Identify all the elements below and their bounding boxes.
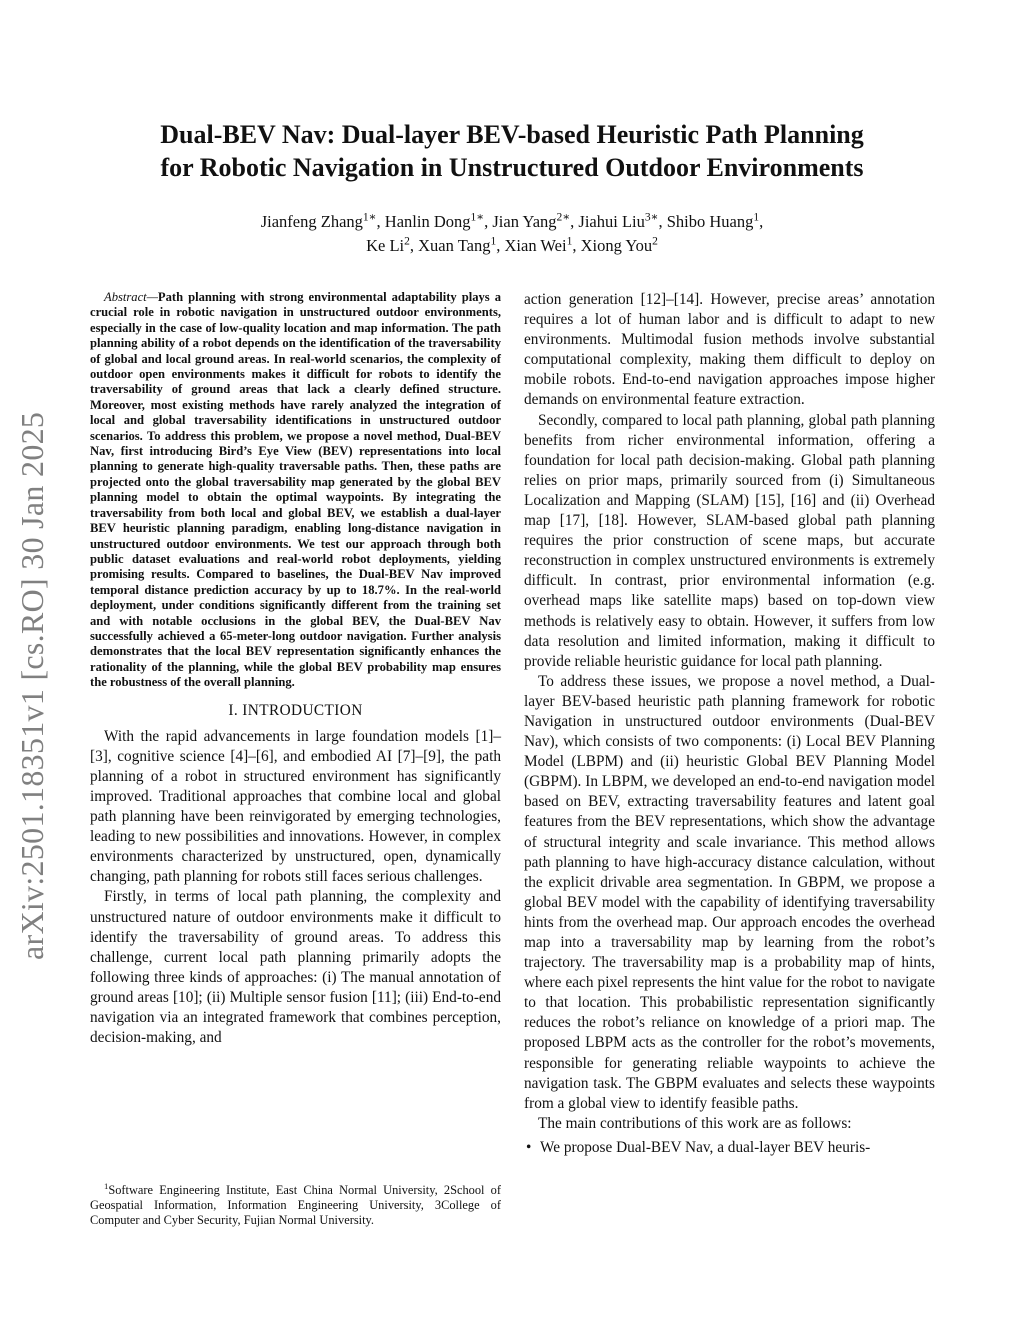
title-line-2: for Robotic Navigation in Unstructured Outdoor Environments (160, 153, 864, 182)
author: Jian Yang (492, 212, 557, 231)
paragraph: Secondly, compared to local path planning, global path planning benefits from richer environmental information, offering a foundation for local path decision-making. Global path planning relies on prior maps, primarily sourced from (i) Simultaneous Localization and Mapping (SLAM) [15], [16] and (ii) Overhead map [17], [18]. However, SLAM-based global path planning requires the prior construction of scene maps, but accurate reconstruction in complex unstructured environments is extremely difficult. In contrast, prior environmental information (e.g. overhead maps like satellite maps) based on top-down view methods is relatively easy to obtain. However, it suffers from low data resolution and limited information, making it difficult to provide reliable heuristic guidance for local path planning. (524, 411, 935, 670)
section-heading-introduction: I. INTRODUCTION (228, 701, 363, 719)
author: Ke Li (366, 236, 405, 255)
author-list (80, 210, 944, 258)
left-column (90, 290, 501, 1048)
paragraph: The main contributions of this work are as follows: (538, 1114, 852, 1132)
abstract-label: Abstract (104, 290, 147, 304)
bullet-icon: • (526, 1138, 532, 1156)
author: Xuan Tang (418, 236, 491, 255)
author: Hanlin Dong (384, 212, 471, 231)
author-line-2: Ke Li$^2$, Xuan Tang$^1$, Xian Wei$^1$, Xiong You$^2$ (366, 235, 658, 255)
paragraph: action generation [12]–[14]. However, precise areas’ annotation requires a lot of human labor and is difficult to adapt to new environments. Multimodal fusion methods involve substantial computational complexity, making them difficult to deploy on mobile robots. End-to-end navigation approaches impose higher demands on environmental feature extraction. (524, 291, 935, 409)
footnote: $^1$Software Engineering Institute, East China Normal University, 2School of Geospatial Information, Information Engineering University, 3College of Computer and Cyber Security, Fujian Normal University. (90, 1180, 501, 1227)
contributions-list (524, 1138, 935, 1158)
paragraph: To address these issues, we propose a novel method, a Dual-layer BEV-based heuristic path planning framework for robotic Navigation in unstructured outdoor environments (Dual-BEV Nav), which consists of two components: (i) Local BEV Planning Model (LBPM) and (ii) heuristic Global BEV Planning Model (GBPM). In LBPM, we developed an end-to-end navigation model based on BEV, extracting traversability features and latent goal features from the BEV representations, which show the advantage of structural integrity and scale invariance. This method allows path planning to have high-accuracy distance calculation, without the explicit drivable area segmentation. In GBPM, we propose a global BEV model with the capability of identifying traversability hints from the overhead map. Our approach encodes the overhead map into a traversability map by learning from the robot’s trajectory. The traversability map is a probability map of hints, where each pixel represents the hint value for the robot to navigate to that location. This probabilistic representation significantly reduces the robot’s reliance on knowledge of a priori map. The proposed LBPM acts as the controller for the robot’s movements, responsible for generating reliable waypoints to achieve the navigation task. The GBPM evaluates and selects these waypoints from a global view to identify feasible paths. (524, 672, 935, 1112)
author: Jiahui Liu (578, 212, 645, 231)
abstract: Abstract—Path planning with strong environmental adaptability plays a crucial role in robotic navigation in unstructured outdoor environments, especially in the case of low-quality location and map information. The path planning ability of a robot depends on the identification of the traversability of global and local ground areas. In real-world scenarios, the complexity of outdoor open environments makes it difficult for robots to identify the traversability of ground areas that lack a clearly defined structure. Moreover, most existing methods have rarely analyzed the integration of local and global traversability identifications in unstructured outdoor scenarios. To address this problem, we propose a novel method, Dual-BEV Nav, first introducing Bird’s Eye View (BEV) representations into local planning to generate high-quality traversable paths. Then, these paths are projected onto the global traversability map generated by the global BEV planning model to obtain the optimal waypoints. By integrating the traversability from both local and global BEV, we establish a dual-layer BEV heuristic planning paradigm, enabling long-distance navigation in unstructured outdoor environments. We test our approach through both public dataset evaluations and real-world robot deployments, yielding promising results. Compared to baselines, the Dual-BEV Nav improved temporal distance prediction accuracy by up to 18.7%. In the real-world deployment, under conditions significantly different from the training set and with notable occlusions in the global BEV, the Dual-BEV Nav successfully achieved a 65-meter-long outdoor navigation. Further analysis demonstrates that the local BEV representation significantly enhances the rationality of the planning, while the global BEV probability map ensures the robustness of the overall planning. (90, 290, 501, 690)
arxiv-sidebar-stamp: arXiv:2501.18351v1 [cs.RO] 30 Jan 2025 (14, 411, 50, 960)
list-item: • We propose Dual-BEV Nav, a dual-layer BEV heuris- (540, 1138, 935, 1158)
author: Xiong You (580, 236, 653, 255)
author: Xian Wei (504, 236, 567, 255)
right-column (524, 290, 935, 1158)
title-line-1: Dual-BEV Nav: Dual-layer BEV-based Heuristic Path Planning (160, 120, 864, 149)
abstract-text: Path planning with strong environmental adaptability plays a crucial role in robotic navigation in unstructured outdoor environments, especially in the case of low-quality location and map information. The path planning ability of a robot depends on the identification of the traversability of global and local ground areas. In real-world scenarios, the complexity of outdoor open environments makes it difficult for robots to identify the traversability of ground areas that lack a clearly defined structure. Moreover, most existing methods have rarely analyzed the integration of local and global traversability identifications in unstructured outdoor scenarios. To address this problem, we propose a novel method, Dual-BEV Nav, first introducing Bird’s Eye View (BEV) representations into local planning to generate high-quality traversable paths. Then, these paths are projected onto the global traversability map generated by the global BEV planning model to obtain the optimal waypoints. By integrating the traversability from both local and global BEV, we establish a dual-layer BEV heuristic planning paradigm, enabling long-distance navigation in unstructured outdoor environments. We test our approach through both public dataset evaluations and real-world robot deployments, yielding promising results. Compared to baselines, the Dual-BEV Nav improved temporal distance prediction accuracy by up to 18.7%. In the real-world deployment, under conditions significantly different from the training set and with notable occlusions in the global BEV, the Dual-BEV Nav successfully achieved a 65-meter-long outdoor navigation. Further analysis demonstrates that the local BEV representation significantly enhances the rationality of the planning, while the global BEV probability map ensures the robustness of the overall planning. (90, 290, 501, 690)
paragraph: Firstly, in terms of local path planning, the complexity and unstructured nature of outdoor environments make it difficult to identify the traversability of ground areas. To address this challenge, current local path planning primarily adopts the following three kinds of approaches: (i) The manual annotation of ground areas [10]; (ii) Multiple sensor fusion [11]; (iii) End-to-end navigation via an integrated framework that combines perception, decision-making, and (90, 888, 501, 1047)
footnote-text: Software Engineering Institute, East China Normal University, 2School of Geospatial Information, Information Engineering University, 3College of Computer and Cyber Security, Fujian Normal University. (90, 1183, 501, 1227)
author: Shibo Huang (666, 212, 754, 231)
author: Jianfeng Zhang (260, 212, 363, 231)
author-line-1: Jianfeng Zhang$^{1∗}$, Hanlin Dong$^{1∗}$, Jian Yang$^{2∗}$, Jiahui Liu$^{3∗}$, Shibo Huang$^1$, (260, 211, 764, 231)
paragraph: With the rapid advancements in large foundation models [1]–[3], cognitive science [4]–[6], and embodied AI [7]–[9], the path planning of a robot in structured environment has significantly improved. Traditional approaches that combine local and global path planning have been reinvigorated by emerging technologies, leading to new possibilities and innovations. However, in complex environments characterized by unstructured, open, dynamically changing, path planning for robots still faces serious challenges. (90, 727, 501, 886)
paper-title (80, 118, 944, 184)
